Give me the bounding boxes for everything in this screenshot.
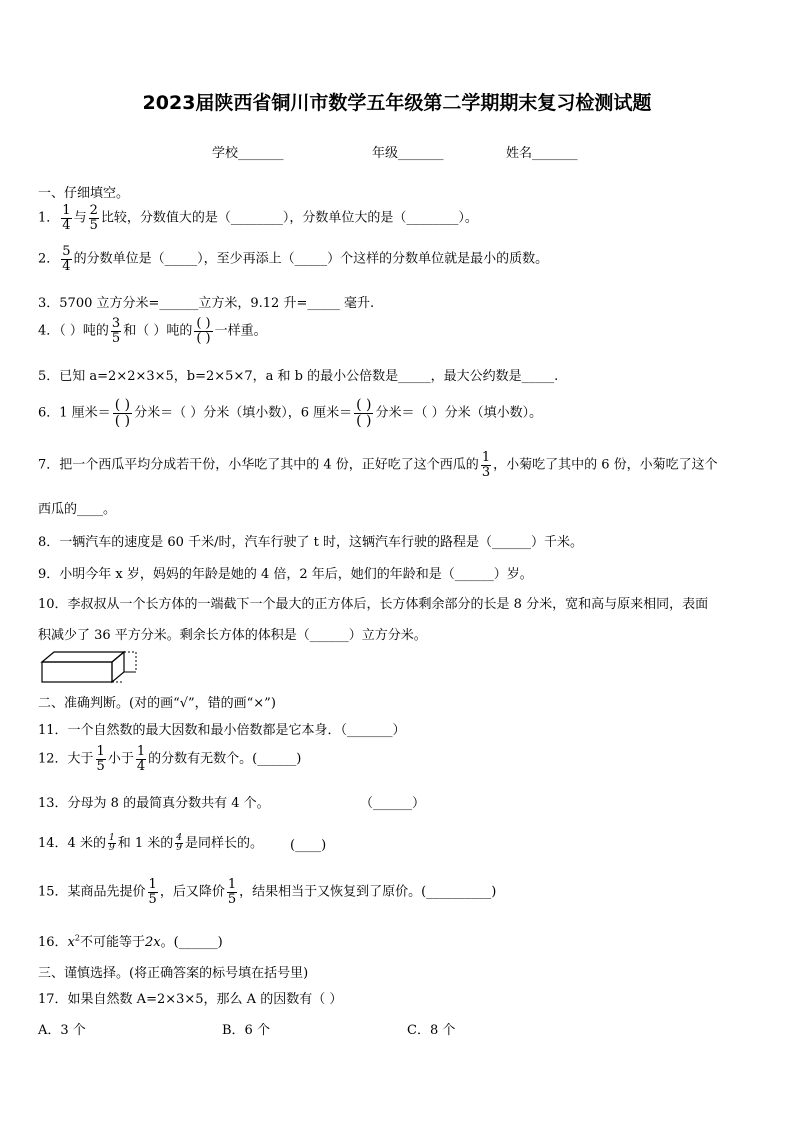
fraction: $\frac{1}{9}$: [108, 832, 115, 853]
question-8: 8．一辆汽车的速度是 60 千米/时，汽车行驶了 t 时，这辆汽车行驶的路程是（______）千米。: [38, 535, 583, 550]
question-10-cont: 积减少了 36 平方分米。剩余长方体的体积是（______）立方分米。: [38, 628, 427, 643]
blank-fraction: $\frac{( )}{( )}$: [114, 397, 131, 429]
fraction: $\frac{2}{5}$: [89, 203, 98, 233]
option-b: B．6 个: [222, 1023, 270, 1038]
question-15: 15．某商品先提价 $\frac{1}{5}$ ，后又降价 $\frac{1}{5}$ ，结果相当于又恢复到了原价。(__________): [38, 877, 497, 907]
fraction: $\frac{1}{4}$: [62, 203, 71, 233]
question-4: 4．（ ）吨的 $\frac{3}{5}$ 和（ ）吨的 $\frac{( )}{( )}$ 一样重。: [38, 316, 267, 346]
grade-field: 年级_______: [372, 146, 444, 161]
fraction: $\frac{3}{5}$: [111, 316, 121, 346]
question-1: 1． $\frac{1}{4}$ 与 $\frac{2}{5}$ 比较，分数值大的是（________），分数单位大的是（________）。: [38, 203, 478, 233]
option-a: A．3 个: [38, 1023, 86, 1038]
fraction: $\frac{4}{9}$: [176, 832, 182, 853]
fraction: $\frac{1}{5}$: [96, 744, 105, 774]
blank-fraction: $\frac{( )}{( )}$: [196, 316, 211, 346]
question-11: 11．一个自然数的最大因数和最小倍数都是它本身．（_______）: [38, 723, 406, 738]
blank-fraction: $\frac{( )}{( )}$: [356, 397, 372, 429]
question-2: 2． $\frac{5}{4}$ 的分数单位是（_____），至少再添上（_____）个这样的分数单位就是最小的质数。: [38, 244, 549, 274]
question-5: 5．已知 a=2×2×3×5，b=2×5×7，a 和 b 的最小公倍数是_____，最大公约数是_____.: [38, 369, 559, 384]
question-12: 12．大于 $\frac{1}{5}$ 小于 $\frac{1}{4}$ 的分数有无数个。(______): [38, 744, 302, 774]
fraction: $\frac{1}{5}$: [148, 877, 157, 907]
question-7-cont: 西瓜的____。: [38, 502, 117, 517]
answer-blank: （______）: [360, 796, 426, 811]
question-10: 10．李叔叔从一个长方体的一端截下一个最大的正方体后，长方体剩余部分的长是 8 分米，宽和高与原来相同，表面: [38, 597, 709, 612]
name-field: 姓名_______: [506, 146, 578, 161]
question-6: 6．1 厘米＝ $\frac{( )}{( )}$ 分米＝（ ）分米（填小数），6 厘米＝ $\frac{( )}{( )}$ 分米＝（ ）分米（填小数）。: [38, 397, 543, 429]
section-heading-2: 二、准确判断。(对的画“√”，错的画“×”): [38, 696, 276, 711]
school-field: 学校_______: [212, 146, 284, 161]
fraction: $\frac{1}{3}$: [481, 450, 491, 480]
cuboid-figure: [40, 650, 140, 684]
question-13: 13．分母为 8 的最简真分数共有 4 个。: [38, 796, 270, 811]
answer-blank: (____): [290, 838, 327, 853]
fraction: $\frac{5}{4}$: [62, 244, 71, 274]
fraction: $\frac{1}{4}$: [136, 744, 146, 774]
question-16: 16．$x^2$不可能等于2x。(______): [38, 933, 223, 950]
question-7: 7．把一个西瓜平均分成若干份，小华吃了其中的 4 份，正好吃了这个西瓜的 $\frac{1}{3}$ ，小菊吃了其中的 6 份，小菊吃了这个: [38, 450, 718, 480]
section-heading-1: 一、仔细填空。: [38, 186, 130, 201]
question-17: 17．如果自然数 A=2×3×5，那么 A 的因数有（ ）: [38, 992, 343, 1007]
section-heading-3: 三、谨慎选择。(将正确答案的标号填在括号里): [38, 966, 309, 981]
option-c: C．8 个: [407, 1023, 456, 1038]
question-3: 3．5700 立方分米=______立方米，9.12 升=_____ 毫升.: [38, 296, 375, 311]
question-9: 9．小明今年 x 岁，妈妈的年龄是她的 4 倍，2 年后，她们的年龄和是（______）岁。: [38, 567, 533, 582]
question-14: 14．4 米的 $\frac{1}{9}$ 和 1 米的 $\frac{4}{9}$ 是同样长的。: [38, 832, 263, 853]
page-title: 2023届陕西省铜川市数学五年级第二学期期末复习检测试题: [142, 92, 652, 114]
fraction: $\frac{1}{5}$: [227, 877, 237, 907]
